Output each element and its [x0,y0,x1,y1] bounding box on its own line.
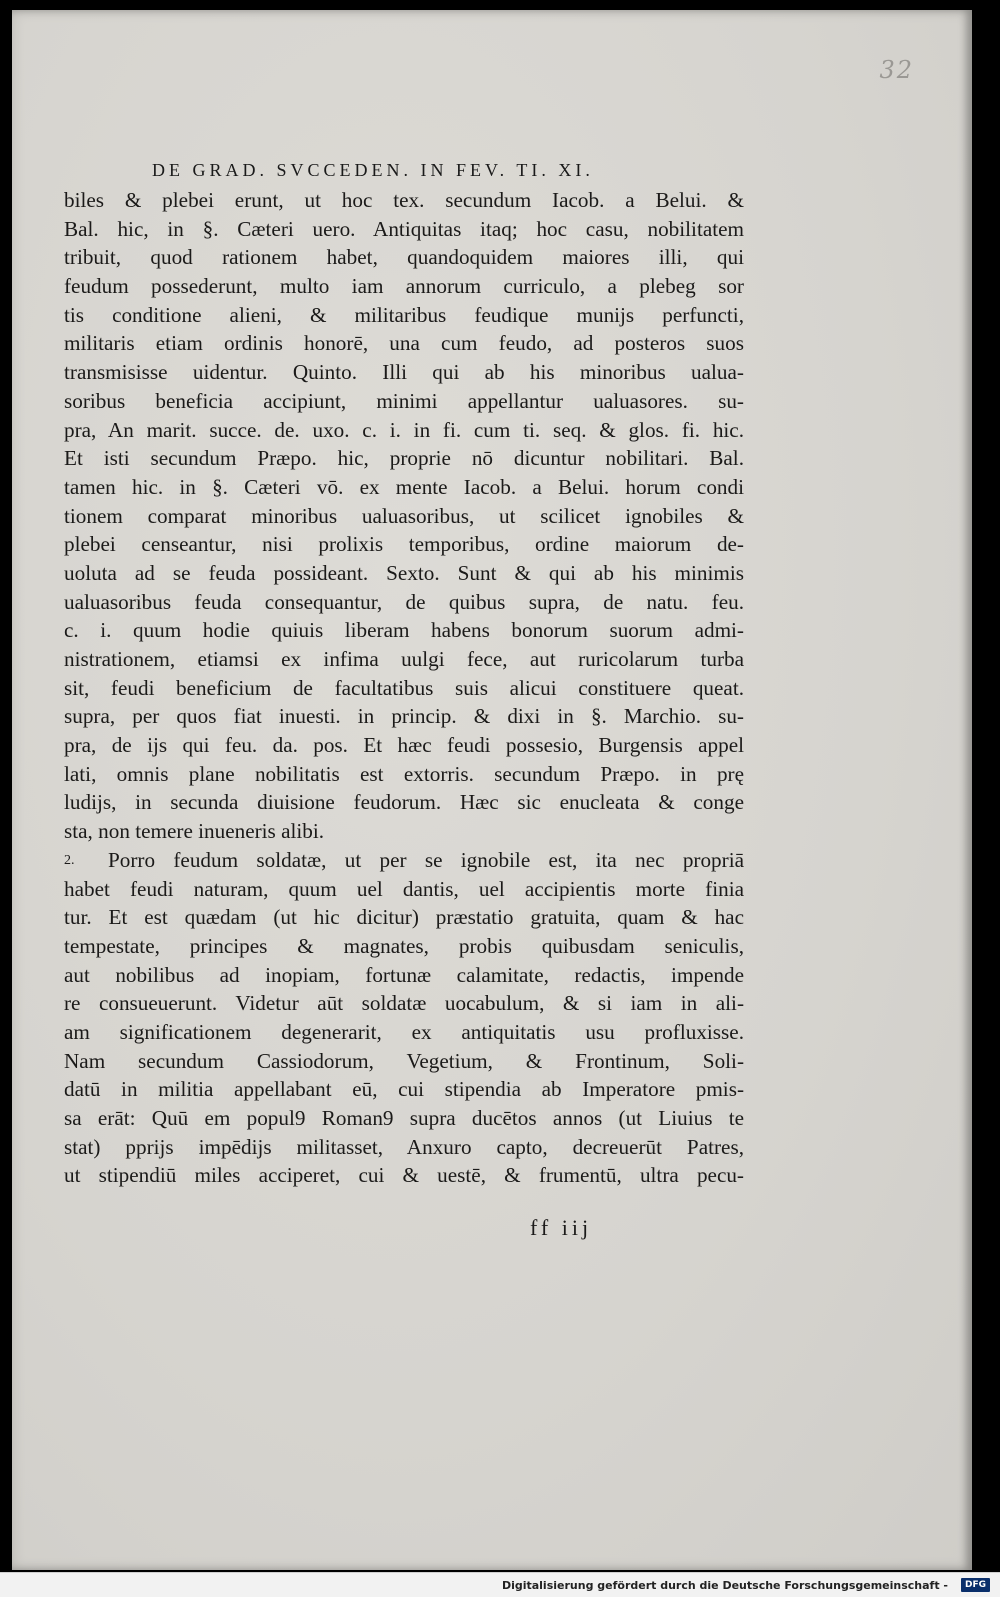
signature-mark: ff iij [530,1215,593,1240]
text-line: pra, An marit. succe. de. uxo. c. i. in fi. cum ti. seq. & glos. fi. hic. [64,417,744,442]
text-line: biles & plebei erunt, ut hoc tex. secundum Iacob. a Belui. & [64,188,744,212]
text-line: tur. Et est quædam (ut hic dicitur) præstatio gratuita, quam & hac [64,905,744,930]
text-line: re consueuerunt. Videtur aūt soldatæ uocabulum, & si iam in ali- [64,991,744,1016]
text-line: c. i. quum hodie quiuis liberam habens bonorum suorum admi- [64,618,744,643]
text-line: am significationem degenerarit, ex antiquitatis usu profluxisse. [64,1019,744,1044]
text-line: ualuasoribus feuda consequantur, de quibus supra, de natu. feu. [64,589,744,614]
text-line-content: Porro feudum soldatæ, ut per se ignobile est, ita nec propriā [108,847,744,872]
text-line: tamen hic. in §. Cæteri vō. ex mente Iacob. a Belui. horum condi [64,474,744,499]
book-page [12,10,972,1570]
text-line: sta, non temere inueneris alibi. [64,819,325,844]
text-line: tribuit, quod rationem habet, quandoquidem maiores illi, qui [64,245,744,270]
text-line: militaris etiam ordinis honorē, una cum feudo, ad posteros suos [64,331,744,356]
dfg-logo-icon: DFG [961,1578,990,1592]
text-line: ludijs, in secunda diuisione feudorum. Hæc sic enucleata & conge [64,790,744,815]
text-line: soribus beneficia accipiunt, minimi appellantur ualuasores. su- [64,388,744,413]
text-line: tis conditione alieni, & militaribus feudique munijs perfuncti, [64,302,744,327]
text-line: Et isti secundum Præpo. hic, proprie nō dicuntur nobilitari. Bal. [64,446,744,471]
text-line: datū in militia appellabant eū, cui stipendia ab Imperatore pmis- [64,1077,744,1102]
text-line: feudum possederunt, multo iam annorum curriculo, a plebeg sor [64,274,744,299]
text-line: pra, de ijs qui feu. da. pos. Et hæc feudi possesio, Burgensis appel [64,733,744,758]
text-line: tionem comparat minoribus ualuasoribus, ut scilicet ignobiles & [64,503,744,528]
text-line: lati, omnis plane nobilitatis est extorris. secundum Præpo. in prę [64,761,744,786]
text-line: Nam secundum Cassiodorum, Vegetium, & Frontinum, Soli- [64,1048,744,1073]
paragraph-number: 2. [64,852,75,868]
text-line: plebei censeantur, nisi prolixis temporibus, ordine maiorum de- [64,532,744,557]
funding-credit: Digitalisierung gefördert durch die Deutsche Forschungsgemeinschaft - [501,1579,948,1592]
text-line: sa erāt: Quū em popul9 Roman9 supra ducētos annos (ut Liuius te [64,1106,744,1130]
text-line: stat) pprijs impēdijs militasset, Anxuro capto, decreuerūt Patres, [64,1134,744,1159]
text-line: sit, feudi beneficium de facultatibus suis alicui constituere queat. [64,675,744,700]
text-line: uoluta ad se feuda possideant. Sexto. Sunt & qui ab his minimis [64,560,744,585]
running-head: DE GRAD. SVCCEDEN. IN FEV. TI. XI. [152,160,594,180]
text-line: Bal. hic, in §. Cæteri uero. Antiquitas itaq; hoc casu, nobilitatem [64,216,744,241]
text-line: nistrationem, etiamsi ex infima uulgi fece, aut ruricolarum turba [64,647,744,671]
text-line: ut stipendiū miles acciperet, cui & uestē, & frumentū, ultra pecu- [64,1163,744,1188]
body-text [64,186,744,1190]
text-line: tempestate, principes & magnates, probis quibusdam seniculis, [64,933,744,958]
folio-annotation: 32 [879,56,914,84]
text-line: transmisisse uidentur. Quinto. Illi qui ab his minoribus ualua- [64,360,744,385]
footer-bar [0,1572,1000,1597]
text-line: aut nobilibus ad inopiam, fortunæ calamitate, redactis, impende [64,962,744,987]
text-line: supra, per quos fiat inuesti. in princip. & dixi in §. Marchio. su- [64,704,744,729]
text-line-paragraph-start [64,846,744,875]
text-line: habet feudi naturam, quum uel dantis, uel accipientis morte finia [64,876,744,901]
